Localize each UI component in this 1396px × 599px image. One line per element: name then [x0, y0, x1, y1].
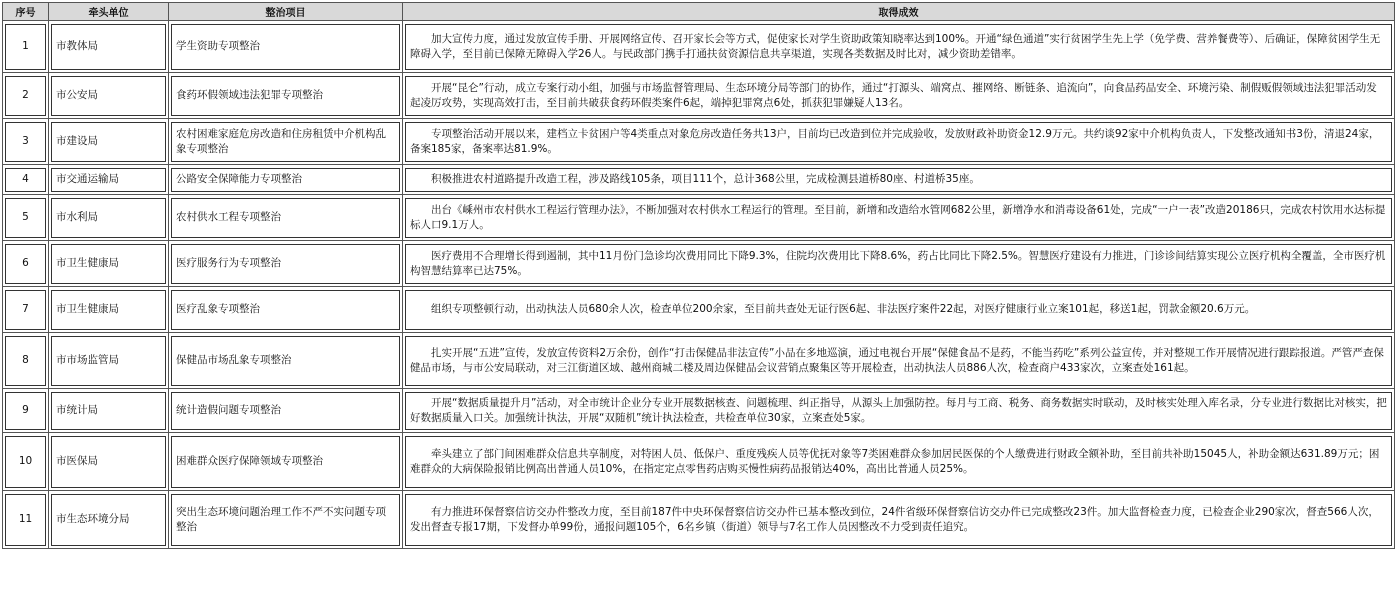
- row-result: 出台《嵊州市农村供水工程运行管理办法》，不断加强对农村供水工程运行的管理。至目前，新增和改造给水管网682公里，新增净水和消毒设备61处，完成“一户一表”改造20186只，完成农村饮用水达标提标人口9.1万人。: [410, 203, 1386, 231]
- row-unit: 市统计局: [51, 392, 166, 430]
- row-serial: 11: [5, 494, 46, 546]
- row-serial: 6: [5, 244, 46, 284]
- table-row: [3, 389, 1395, 433]
- table-row: [3, 241, 1395, 287]
- row-project: 农村供水工程专项整治: [171, 198, 400, 238]
- row-serial: 5: [5, 198, 46, 238]
- table-row: [3, 433, 1395, 491]
- row-unit: 市交通运输局: [51, 168, 166, 192]
- row-unit: 市生态环境分局: [51, 494, 166, 546]
- row-unit: 市卫生健康局: [51, 290, 166, 330]
- row-unit: 市医保局: [51, 436, 166, 488]
- row-result: 有力推进环保督察信访交办件整改力度，至目前187件中央环保督察信访交办件已基本整改到位，24件省级环保督察信访交办件已完成整改23件。加大监督检查力度，已检查企业290家次，督查566人次，发出督查专报17期，下发督办单99份，通报问题105个，6名乡镇（街道）领导与7名工作人员因整改不力受到责任追究。: [410, 505, 1379, 533]
- row-serial: 7: [5, 290, 46, 330]
- row-unit: 市公安局: [51, 76, 166, 116]
- table-header-row: [3, 3, 1395, 21]
- row-result: 积极推进农村道路提升改造工程，涉及路线105条，项目111个，总计368公里，完成检测县道桥80座、村道桥35座。: [431, 173, 980, 185]
- row-serial: 4: [5, 168, 46, 192]
- row-unit: 市卫生健康局: [51, 244, 166, 284]
- row-result: 牵头建立了部门间困难群众信息共享制度，对特困人员、低保户、重度残疾人员等优抚对象等7类困难群众参加居民医保的个人缴费进行财政全额补助，至目前共补助15045人，补助金额达631.89万元；困难群众的大病保险报销比例高出普通人员10%，在指定定点零售药店购买慢性病药品报销达40%，高出比普通人员25%。: [410, 447, 1380, 475]
- header-serial: 序号: [3, 3, 49, 21]
- row-project: 学生资助专项整治: [171, 24, 400, 70]
- row-serial: 8: [5, 336, 46, 386]
- row-serial: 2: [5, 76, 46, 116]
- row-serial: 3: [5, 122, 46, 162]
- header-project: 整治项目: [169, 3, 403, 21]
- row-project: 困难群众医疗保障领域专项整治: [171, 436, 400, 488]
- row-result: 专项整治活动开展以来，建档立卡贫困户等4类重点对象危房改造任务共13户，目前均已改造到位并完成验收，发放财政补助资金12.9万元。共约谈92家中介机构负责人，下发整改通知书3份，清退24家，备案185家，备案率达81.9%。: [410, 127, 1380, 155]
- row-result: 开展“数据质量提升月”活动，对全市统计企业分专业开展数据核查、问题梳理、纠正指导，从源头上加强防控。每月与工商、税务、商务数据实时联动，及时核实处理入库名录，分专业进行数据比对核实，把好数据质量入口关。加强统计执法，开展“双随机”统计执法检查，共检查单位30家，立案查处5家。: [410, 396, 1387, 424]
- row-result: 扎实开展“五进”宣传，发放宣传资料2万余份，创作“打击保健品非法宣传”小品在多地巡演，通过电视台开展“保健食品不是药，不能当药吃”系列公益宣传，并对整规工作开展情况进行跟踪报道。严管严查保健品市场，与市公安局联动，对三江街道区域、越州商城二楼及周边保健品会议营销点聚集区等开展检查，出动执法人员886人次，检查商户433家次，立案查处161起。: [410, 346, 1384, 374]
- table-row: [3, 287, 1395, 333]
- row-unit: 市建设局: [51, 122, 166, 162]
- row-unit: 市市场监管局: [51, 336, 166, 386]
- row-serial: 1: [5, 24, 46, 70]
- table-row: [3, 333, 1395, 389]
- header-result: 取得成效: [403, 3, 1395, 21]
- rectification-table: [2, 2, 1395, 549]
- table-row: [3, 491, 1395, 549]
- row-project: 公路安全保障能力专项整治: [171, 168, 400, 192]
- row-project: 医疗乱象专项整治: [171, 290, 400, 330]
- row-project: 突出生态环境问题治理工作不严不实问题专项整治: [171, 494, 400, 546]
- row-unit: 市教体局: [51, 24, 166, 70]
- row-serial: 10: [5, 436, 46, 488]
- row-project: 农村困难家庭危房改造和住房租赁中介机构乱象专项整治: [171, 122, 400, 162]
- header-lead-unit: 牵头单位: [49, 3, 169, 21]
- row-project: 医疗服务行为专项整治: [171, 244, 400, 284]
- table-row: [3, 165, 1395, 195]
- row-result: 医疗费用不合理增长得到遏制，其中11月份门急诊均次费用同比下降9.3%，住院均次费用比下降8.6%，药占比同比下降2.5%。智慧医疗建设有力推进，门诊诊间结算实现公立医疗机构全覆盖，全市医疗机构智慧结算率已达75%。: [410, 249, 1386, 277]
- row-result: 组织专项整顿行动，出动执法人员680余人次，检查单位200余家，至目前共查处无证行医6起、非法医疗案件22起，对医疗健康行业立案101起，移送1起，罚款金额20.6万元。: [431, 303, 1256, 315]
- table-row: [3, 195, 1395, 241]
- row-result: 加大宣传力度，通过发放宣传手册、开展网络宣传、召开家长会等方式，促使家长对学生资助政策知晓率达到100%。开通“绿色通道”实行贫困学生先上学（免学费、营养餐费等）、后确证，保障贫困学生无障碍入学，至目前已保障无障碍入学26人。与民政部门携手打通扶贫资源信息共享渠道，实现各类数据及时比对，减少资助差错率。: [410, 32, 1381, 60]
- table-row: [3, 119, 1395, 165]
- table-row: [3, 73, 1395, 119]
- row-serial: 9: [5, 392, 46, 430]
- table-row: [3, 21, 1395, 73]
- row-unit: 市水利局: [51, 198, 166, 238]
- row-project: 保健品市场乱象专项整治: [171, 336, 400, 386]
- row-project: 食药环假领域违法犯罪专项整治: [171, 76, 400, 116]
- row-result: 开展“昆仑”行动，成立专案行动小组，加强与市场监督管理局、生态环境分局等部门的协作，通过“打源头、端窝点、摧网络、断链条、追流向”，向食品药品安全、环境污染、制假贩假领域违法犯罪活动发起凌厉攻势，实现高效打击，至目前共破获食药环假类案件6起，端掉犯罪窝点6处，抓获犯罪嫌疑人13名。: [410, 81, 1377, 109]
- row-project: 统计造假问题专项整治: [171, 392, 400, 430]
